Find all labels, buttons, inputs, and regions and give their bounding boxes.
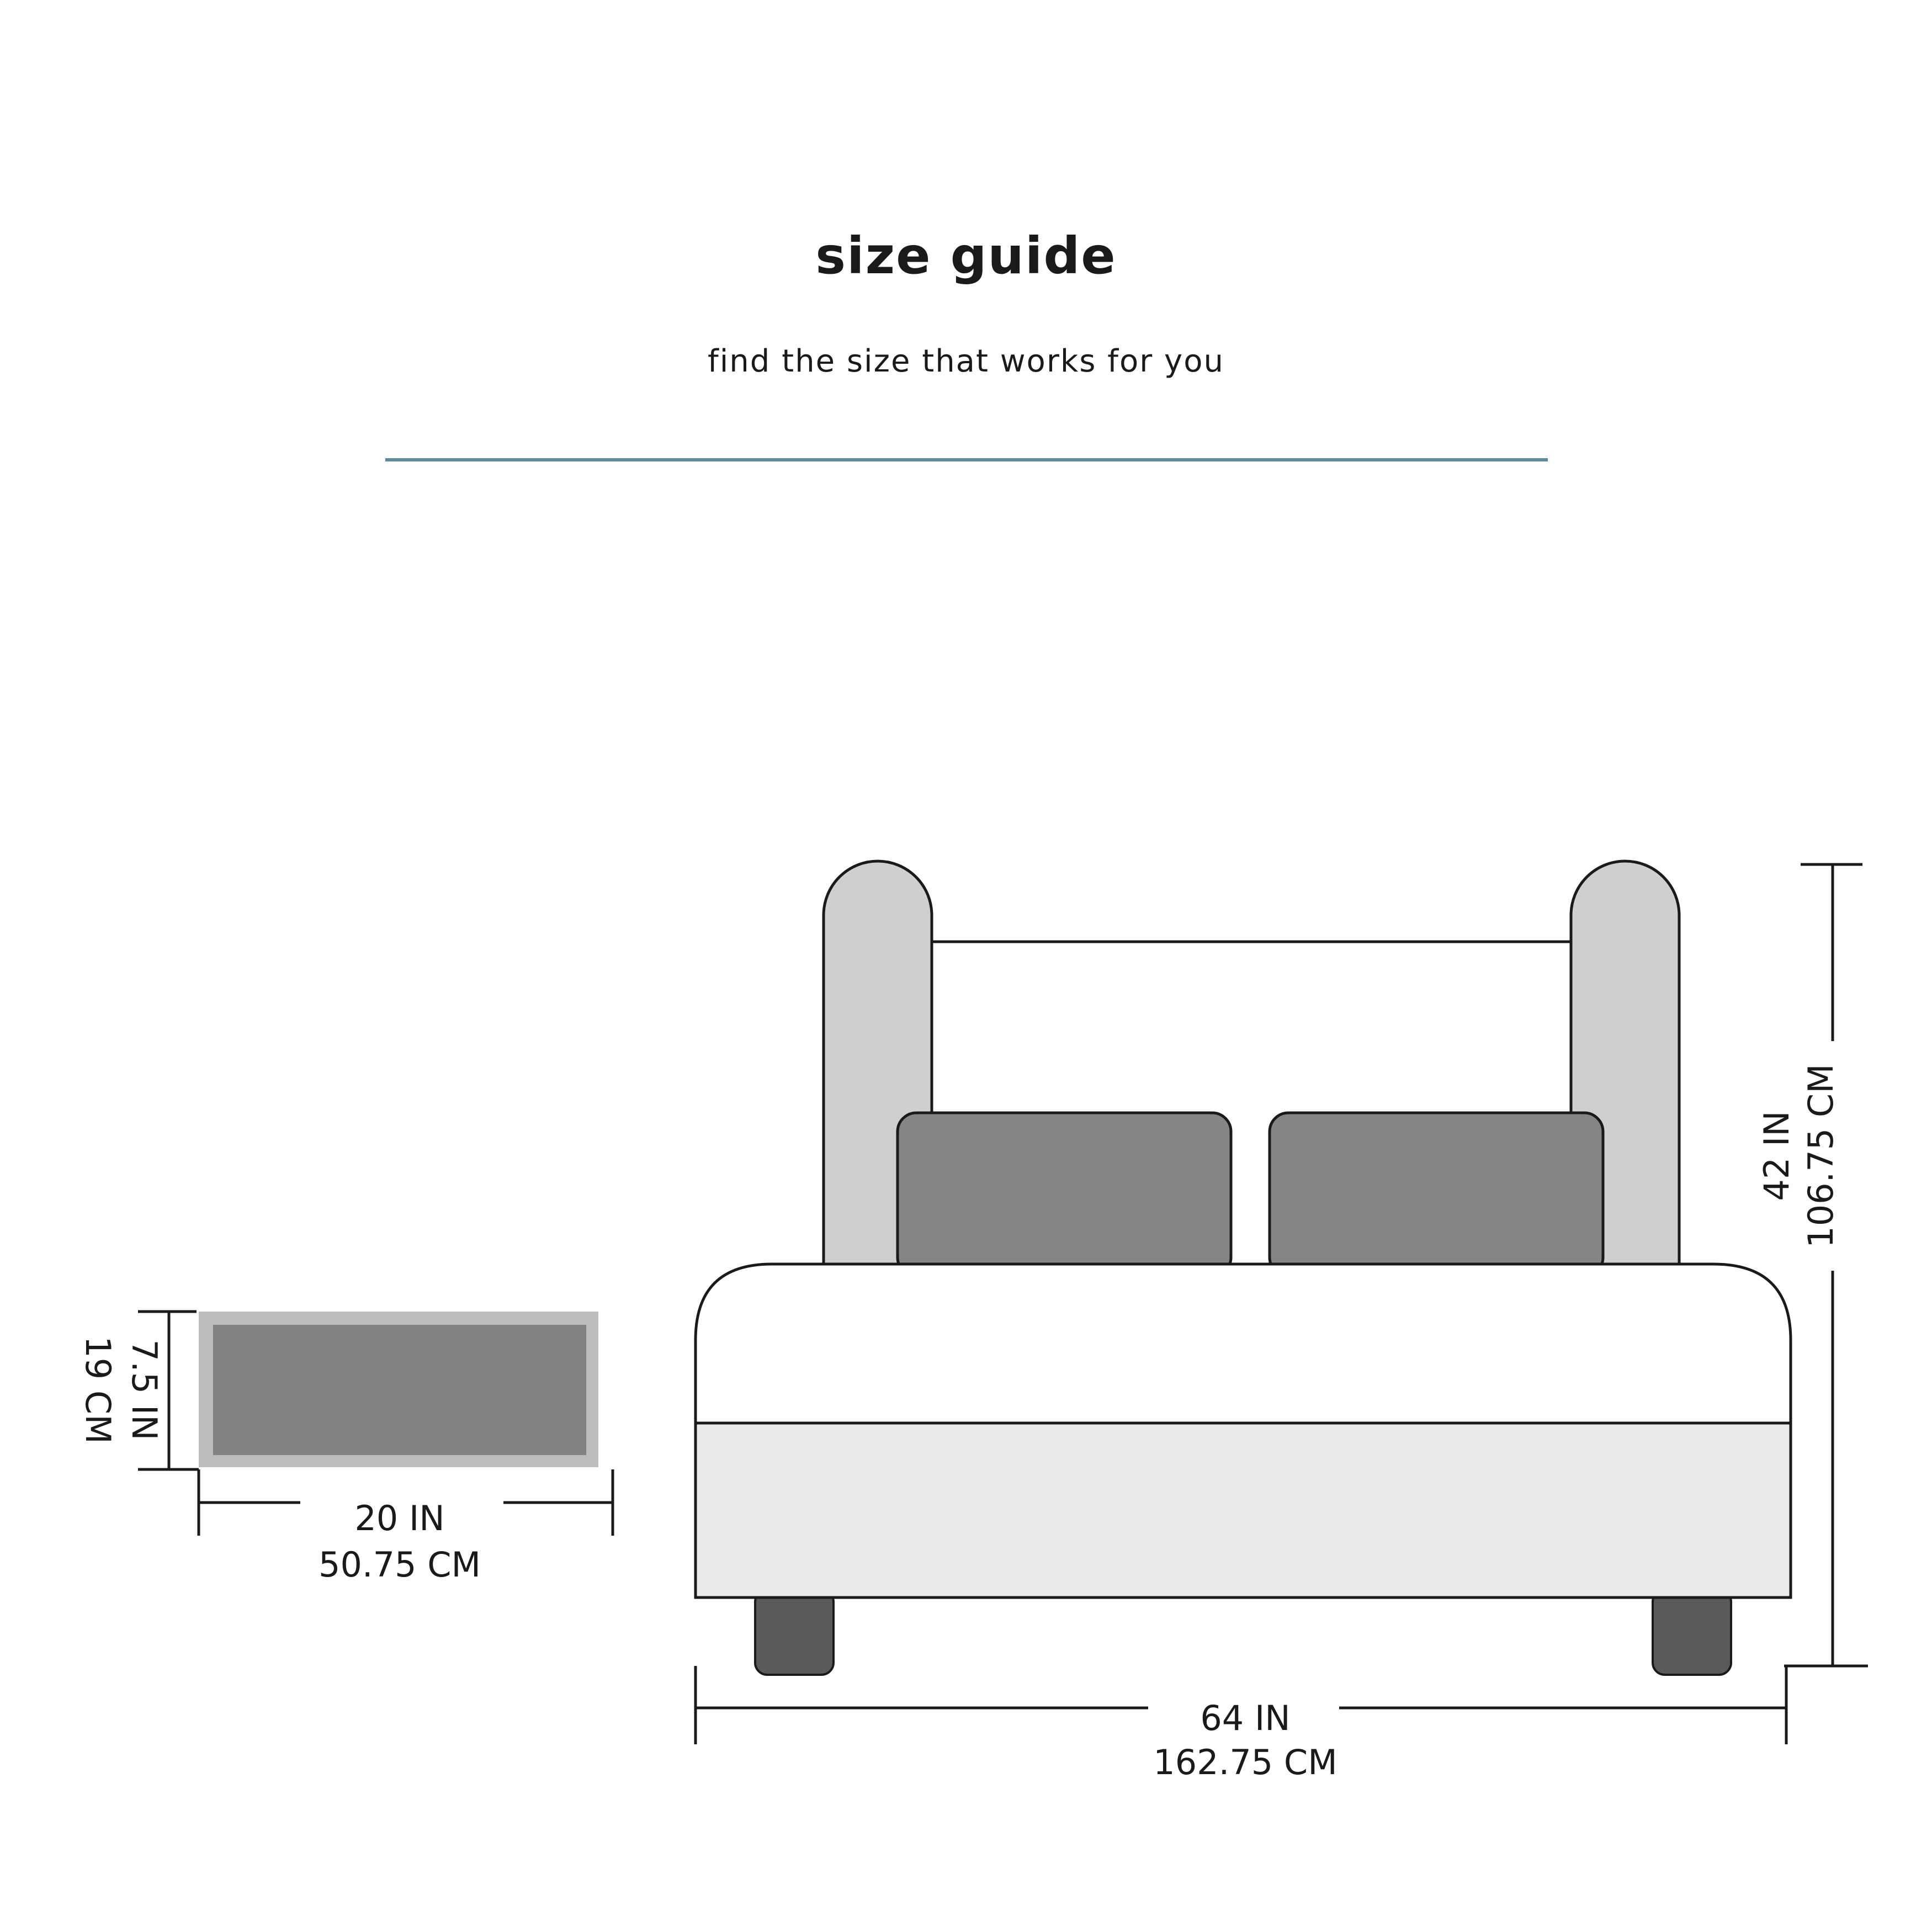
nightstand-height-cm: 19 CM: [78, 1336, 118, 1444]
pillow-left: [898, 1113, 1231, 1276]
pillow-right: [1270, 1113, 1603, 1276]
nightstand-width-in: 20 IN: [354, 1498, 445, 1538]
nightstand-inner: [213, 1325, 586, 1455]
bed-height-in: 42 IN: [1756, 1111, 1797, 1201]
bed-leg-right: [1653, 1590, 1731, 1675]
bed-width-cm: 162.75 CM: [1153, 1742, 1337, 1782]
bed-height-cm: 106.75 CM: [1801, 1064, 1841, 1248]
page-subtitle: find the size that works for you: [708, 343, 1224, 379]
bed-leg-left: [755, 1590, 834, 1675]
nightstand-width-cm: 50.75 CM: [319, 1544, 481, 1585]
bed-width-in: 64 IN: [1200, 1698, 1291, 1738]
mattress: [696, 1264, 1791, 1423]
nightstand-height-in: 7.5 IN: [124, 1339, 164, 1441]
bed-base: [696, 1423, 1791, 1597]
bed-height-dimension: [1784, 864, 1868, 1666]
page-title: size guide: [815, 226, 1117, 285]
